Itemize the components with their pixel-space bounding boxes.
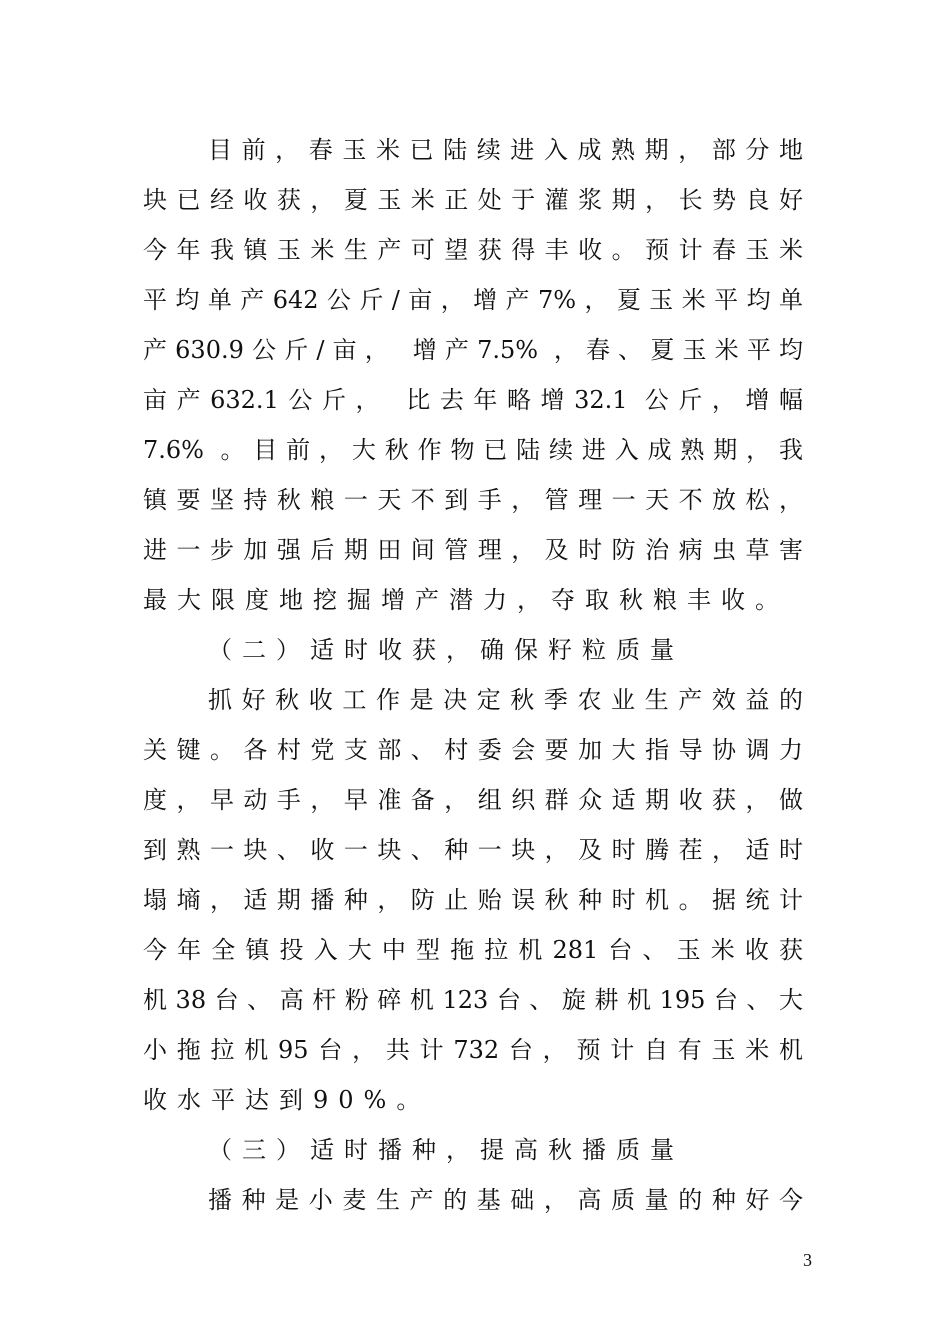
paragraph-line: 小拖拉机95台，共计732台，预计自有玉米机 <box>143 1036 803 1064</box>
paragraph-line: 镇要坚持秋粮一天不到手，管理一天不放松， <box>143 486 803 514</box>
section-heading: （三）适时播种，提高秋播质量 <box>208 1136 684 1164</box>
paragraph-line: 今年全镇投入大中型拖拉机281台、玉米收获 <box>143 936 803 964</box>
paragraph-line: 度，早动手，早准备，组织群众适期收获，做 <box>143 786 803 814</box>
paragraph-line: 产630.9公斤/亩， 增产7.5% ，春、夏玉米平均 <box>143 336 803 364</box>
paragraph-line: 最大限度地挖掘增产潜力，夺取秋粮丰收。 <box>143 586 789 614</box>
paragraph-line: 收水平达到90%。 <box>143 1086 431 1114</box>
paragraph-line: 7.6% 。目前，大秋作物已陆续进入成熟期，我 <box>143 436 803 464</box>
section-heading: （二）适时收获，确保籽粒质量 <box>208 636 684 664</box>
paragraph-line: 今年我镇玉米生产可望获得丰收。预计春玉米 <box>143 236 803 264</box>
paragraph-line: 抓好秋收工作是决定秋季农业生产效益的 <box>208 686 803 714</box>
paragraph-line: 亩产632.1公斤， 比去年略增32.1 公斤，增幅 <box>143 386 803 414</box>
paragraph-line: 到熟一块、收一块、种一块，及时腾茬，适时 <box>143 836 803 864</box>
paragraph-line: 塌墒，适期播种，防止贻误秋种时机。据统计 <box>143 886 803 914</box>
page-number: 3 <box>803 1250 812 1270</box>
paragraph-line: 播种是小麦生产的基础，高质量的种好今 <box>208 1186 803 1214</box>
paragraph-line: 平均单产642公斤/亩，增产7%，夏玉米平均单 <box>143 286 803 314</box>
paragraph-line: 目前，春玉米已陆续进入成熟期，部分地 <box>208 136 803 164</box>
paragraph-line: 关键。各村党支部、村委会要加大指导协调力 <box>143 736 803 764</box>
paragraph-line: 块已经收获，夏玉米正处于灌浆期，长势良好 <box>143 186 803 214</box>
paragraph-line: 机38台、高杆粉碎机123台、旋耕机195台、大 <box>143 986 803 1014</box>
paragraph-line: 进一步加强后期田间管理，及时防治病虫草害 <box>143 536 803 564</box>
